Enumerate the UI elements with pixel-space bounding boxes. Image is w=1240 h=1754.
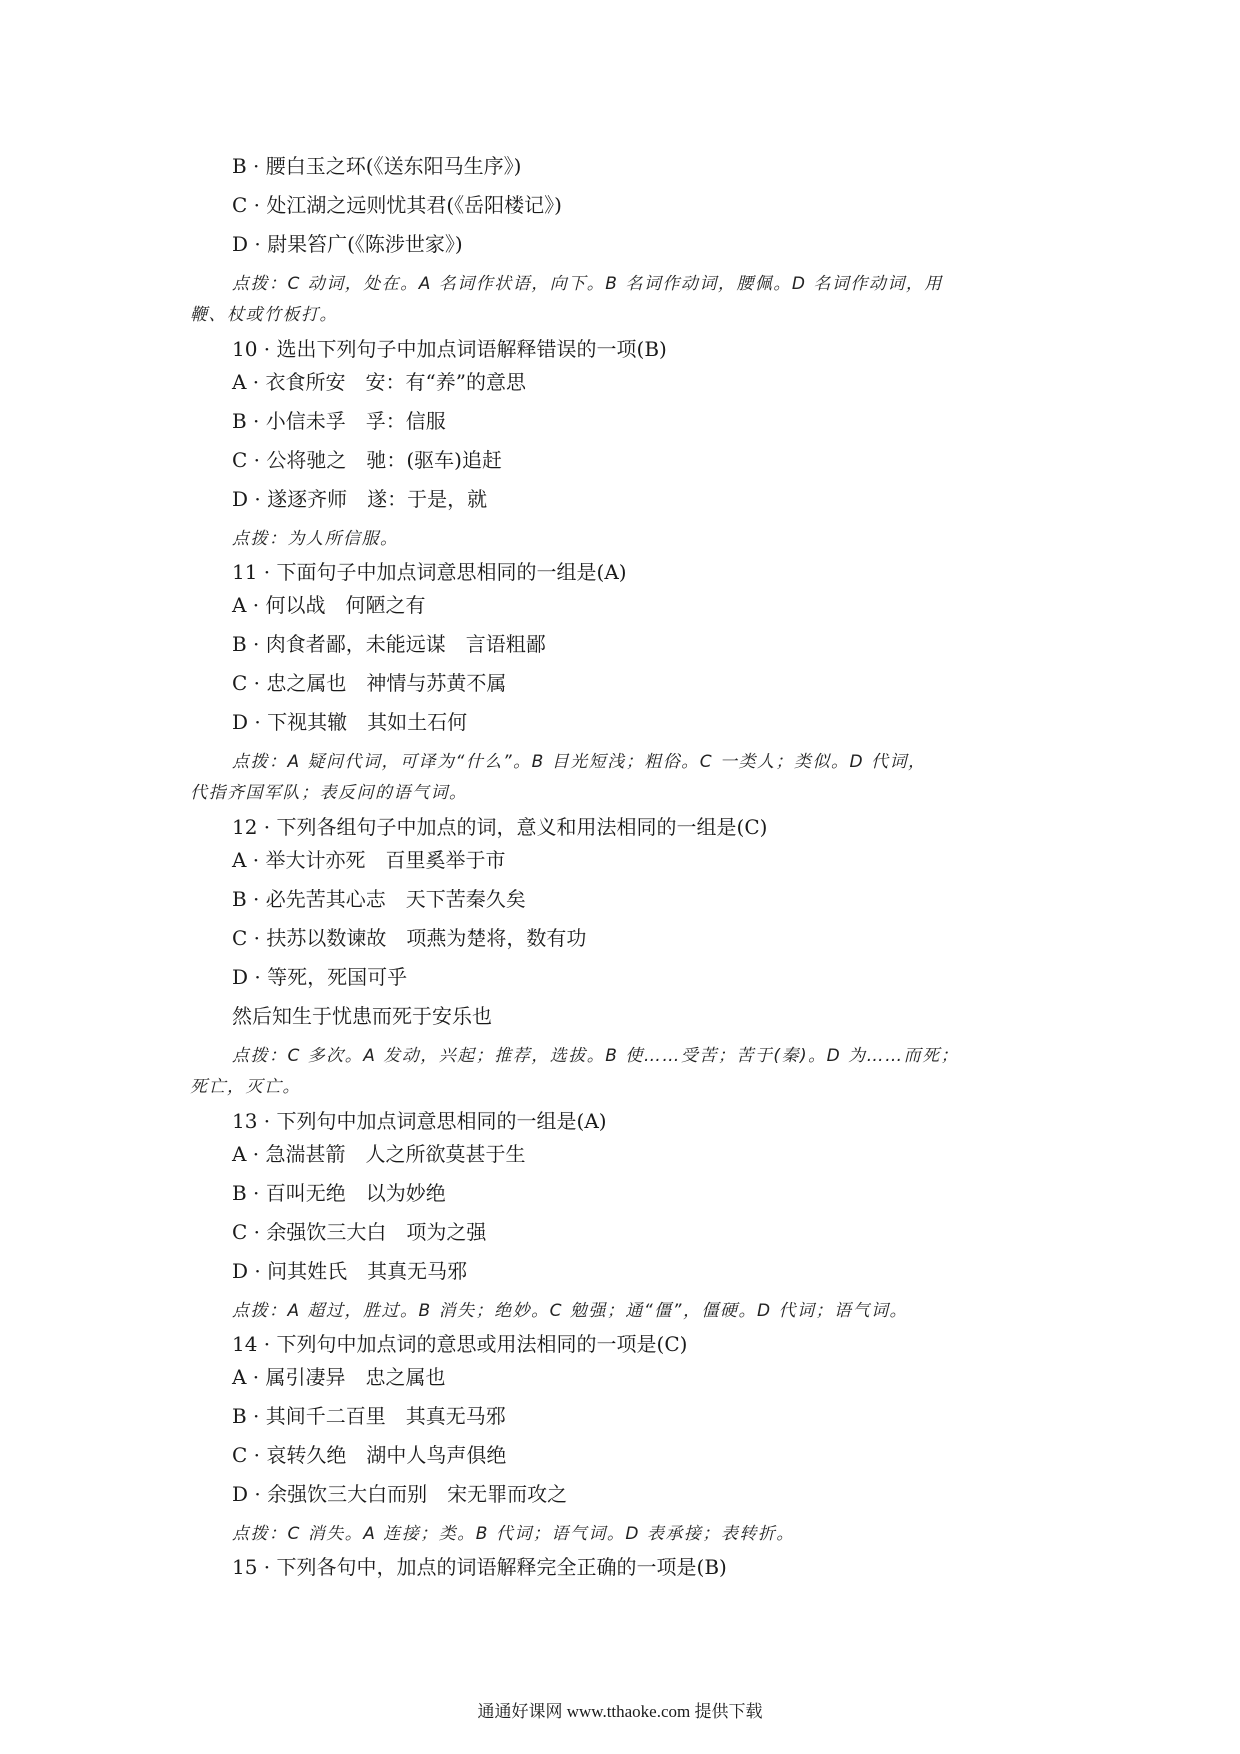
hint-q11-line2: 代指齐国军队；表反问的语气词。	[190, 783, 468, 803]
hint-q14: 点拨：C 消失。A 连接；类。B 代词；语气词。D 表承接；表转折。	[232, 1524, 795, 1544]
option-d-q9: D · 尉果笞广(《陈涉世家》)	[232, 232, 463, 256]
option-b-q12: B · 必先苦其心志 天下苦秦久矣	[232, 887, 526, 911]
question-15: 15 · 下列各句中，加点的词语解释完全正确的一项是(B)	[232, 1555, 727, 1579]
option-c-q13: C · 余强饮三大白 项为之强	[232, 1220, 487, 1244]
option-b-q9: B · 腰白玉之环(《送东阳马生序》)	[232, 154, 522, 178]
option-b-q10: B · 小信未孚 孚：信服	[232, 409, 446, 433]
option-b-q11: B · 肉食者鄙，未能远谋 言语粗鄙	[232, 632, 546, 656]
question-10: 10 · 选出下列句子中加点词语解释错误的一项(B)	[232, 337, 667, 361]
option-c-q11: C · 忠之属也 神情与苏黄不属	[232, 671, 507, 695]
option-c-q14: C · 哀转久绝 湖中人鸟声俱绝	[232, 1443, 507, 1467]
option-a-q12: A · 举大计亦死 百里奚举于市	[232, 848, 506, 872]
option-d-q13: D · 问其姓氏 其真无马邪	[232, 1259, 468, 1283]
option-c-q10: C · 公将驰之 驰：(驱车)追赶	[232, 448, 502, 472]
hint-q13: 点拨：A 超过，胜过。B 消失；绝妙。C 勉强；通“僵”，僵硬。D 代词；语气词。	[232, 1301, 908, 1321]
hint-q9-line1: 点拨：C 动词，处在。A 名词作状语，向下。B 名词作动词，腰佩。D 名词作动词，用	[232, 274, 943, 294]
hint-q10: 点拨：为人所信服。	[232, 529, 399, 549]
option-d-q12: D · 等死，死国可乎	[232, 965, 408, 989]
option-a-q10: A · 衣食所安 安：有“养”的意思	[232, 370, 526, 394]
option-d-q12-cont: 然后知生于忧患而死于安乐也	[232, 1004, 492, 1028]
question-12: 12 · 下列各组句子中加点的词，意义和用法相同的一组是(C)	[232, 815, 768, 839]
option-d-q14: D · 余强饮三大白而别 宋无罪而攻之	[232, 1482, 568, 1506]
hint-q12-line2: 死亡，灭亡。	[190, 1077, 301, 1097]
question-13: 13 · 下列句中加点词意思相同的一组是(A)	[232, 1109, 607, 1133]
option-a-q11: A · 何以战 何陋之有	[232, 593, 426, 617]
question-11: 11 · 下面句子中加点词意思相同的一组是(A)	[232, 560, 627, 584]
option-a-q14: A · 属引凄异 忠之属也	[232, 1365, 446, 1389]
question-14: 14 · 下列句中加点词的意思或用法相同的一项是(C)	[232, 1332, 688, 1356]
option-b-q14: B · 其间千二百里 其真无马邪	[232, 1404, 506, 1428]
hint-q11-line1: 点拨：A 疑问代词，可译为“什么”。B 目光短浅；粗俗。C 一类人；类似。D 代词，	[232, 752, 927, 772]
hint-q12-line1: 点拨：C 多次。A 发动，兴起；推荐，选拔。B 使……受苦；苦于(秦)。D 为……而死；	[232, 1046, 960, 1066]
option-c-q9: C · 处江湖之远则忧其君(《岳阳楼记》)	[232, 193, 562, 217]
hint-q9-line2: 鞭、杖或竹板打。	[190, 305, 338, 325]
option-a-q13: A · 急湍甚箭 人之所欲莫甚于生	[232, 1142, 526, 1166]
option-d-q11: D · 下视其辙 其如土石何	[232, 710, 468, 734]
page-footer: 通通好课网 www.tthaoke.com 提供下载	[477, 1702, 763, 1721]
option-b-q13: B · 百叫无绝 以为妙绝	[232, 1181, 446, 1205]
option-d-q10: D · 遂逐齐师 遂：于是，就	[232, 487, 488, 511]
option-c-q12: C · 扶苏以数谏故 项燕为楚将，数有功	[232, 926, 587, 950]
